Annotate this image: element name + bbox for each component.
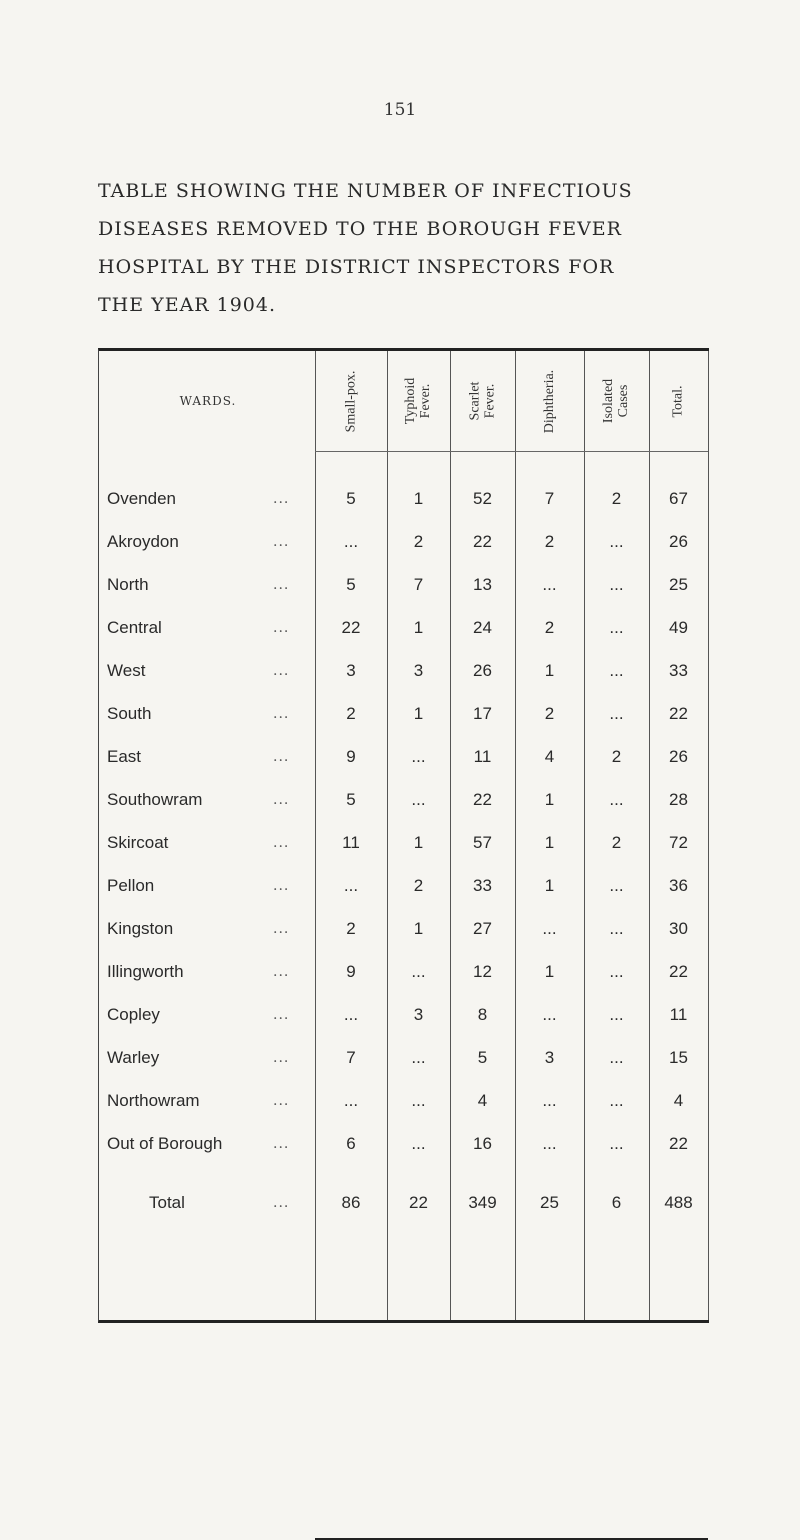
leader-dots: ... <box>273 1093 290 1109</box>
table-cell: 11 <box>342 833 360 852</box>
table-cell: 26 <box>669 747 688 766</box>
table-cell: 11 <box>473 747 492 766</box>
total-row <box>99 1188 710 1218</box>
leader-dots: ... <box>273 534 290 550</box>
table-cell: 1 <box>413 618 424 637</box>
table-cell: 11 <box>669 1005 688 1024</box>
table-cell: 22 <box>341 618 361 637</box>
table-cell: 25 <box>669 575 688 594</box>
ward-name: North <box>107 575 149 594</box>
table-cell: 9 <box>346 962 356 981</box>
leader-dots: ... <box>273 1195 290 1211</box>
leader-dots: ... <box>273 620 290 636</box>
table-cell: ... <box>411 790 426 809</box>
table-cell: 12 <box>473 962 492 981</box>
table-cell: 8 <box>477 1005 488 1024</box>
table-cell: ... <box>411 1048 426 1067</box>
table-cell: 28 <box>669 790 688 809</box>
table-cell: 16 <box>473 1134 492 1153</box>
table-cell: 26 <box>473 661 492 680</box>
table-cell: ... <box>411 747 426 766</box>
title-line: THE YEAR 1904. <box>98 294 277 316</box>
table-cell: 7 <box>544 489 555 508</box>
table-cell: ... <box>411 1091 426 1110</box>
ward-name: Ovenden <box>107 489 176 508</box>
leader-dots: ... <box>273 1050 290 1066</box>
table-cell: 30 <box>669 919 688 938</box>
table-cell: 5 <box>346 489 356 508</box>
table-row <box>99 1000 710 1030</box>
table-cell: 33 <box>669 661 688 680</box>
table-cell: 36 <box>669 876 688 895</box>
table-cell: ... <box>343 876 359 895</box>
table-cell: 57 <box>473 833 492 852</box>
table-row <box>99 699 710 729</box>
table-cell: 3 <box>413 1005 424 1024</box>
table-row <box>99 570 710 600</box>
table-cell: ... <box>609 704 624 723</box>
table-cell: 33 <box>473 876 492 895</box>
table-cell: 86 <box>341 1193 361 1212</box>
table-cell: ... <box>609 661 624 680</box>
table-cell: ... <box>609 1091 624 1110</box>
table-cell: ... <box>542 1134 557 1153</box>
table-cell: 1 <box>413 704 424 723</box>
table-cell: 22 <box>473 532 492 551</box>
table-row <box>99 527 710 557</box>
col-header-text: Diphtheria. <box>542 369 557 433</box>
leader-dots: ... <box>273 964 290 980</box>
table-cell: 1 <box>544 876 555 895</box>
table-cell: 6 <box>611 1193 622 1212</box>
table-cell: 17 <box>473 704 492 723</box>
leader-dots: ... <box>273 491 290 507</box>
col-header-small-pox <box>315 351 387 451</box>
table-cell: 1 <box>413 833 424 852</box>
ward-name: Copley <box>107 1005 160 1024</box>
table-cell: ... <box>609 919 624 938</box>
table-cell: 22 <box>473 790 492 809</box>
ward-name: Skircoat <box>107 833 169 852</box>
table-cell: 22 <box>669 704 688 723</box>
table-cell: ... <box>542 1091 557 1110</box>
table-cell: 2 <box>346 704 356 723</box>
table-cell: 1 <box>544 790 555 809</box>
table-cell: 22 <box>669 1134 688 1153</box>
col-header-typhoid-fever <box>387 351 450 451</box>
table-cell: ... <box>542 575 557 594</box>
table-row <box>99 914 710 944</box>
table-cell: 4 <box>544 747 555 766</box>
disease-table <box>98 348 709 1323</box>
table-cell: 2 <box>544 618 555 637</box>
table-cell: 7 <box>346 1048 356 1067</box>
table-cell: 3 <box>346 661 356 680</box>
leader-dots: ... <box>273 1136 290 1152</box>
table-cell: ... <box>609 1048 624 1067</box>
table-cell: 24 <box>473 618 492 637</box>
table-cell: 9 <box>346 747 356 766</box>
table-cell: 2 <box>611 833 622 852</box>
wards-header: WARDS. <box>179 394 237 408</box>
page-title <box>98 172 738 324</box>
table-cell: 2 <box>346 919 356 938</box>
col-header-diphtheria <box>515 351 584 451</box>
ward-name: Total <box>149 1193 185 1212</box>
ward-name: Out of Borough <box>107 1134 223 1153</box>
col-header-text: Scarlet <box>467 381 483 421</box>
table-cell: 22 <box>669 962 688 981</box>
leader-dots: ... <box>273 1007 290 1023</box>
table-cell: 4 <box>477 1091 488 1110</box>
table-cell: 2 <box>611 747 622 766</box>
table-cell: 72 <box>669 833 688 852</box>
table-cell: 5 <box>346 790 356 809</box>
leader-dots: ... <box>273 921 290 937</box>
table-cell: ... <box>609 575 624 594</box>
table-cell: ... <box>609 1005 624 1024</box>
ward-name: Central <box>107 618 162 637</box>
table-row <box>99 742 710 772</box>
title-line: TABLE SHOWING THE NUMBER OF INFECTIOUS <box>98 180 633 202</box>
table-row <box>99 828 710 858</box>
table-row <box>99 1086 710 1116</box>
col-header-scarlet-fever <box>450 351 515 451</box>
table-cell: 2 <box>413 876 424 895</box>
title-line: DISEASES REMOVED TO THE BOROUGH FEVER <box>98 218 622 240</box>
table-cell: 22 <box>409 1193 428 1212</box>
table-cell: ... <box>542 919 557 938</box>
ward-name: Kingston <box>107 919 174 938</box>
table-cell: 67 <box>669 489 688 508</box>
table-cell: 1 <box>544 661 555 680</box>
table-cell: ... <box>343 532 359 551</box>
table-cell: ... <box>343 1091 359 1110</box>
leader-dots: ... <box>273 749 290 765</box>
table-cell: 5 <box>477 1048 488 1067</box>
table-cell: 1 <box>413 489 424 508</box>
table-cell: 2 <box>611 489 622 508</box>
table-row <box>99 957 710 987</box>
col-header-text: Isolated <box>601 378 617 424</box>
leader-dots: ... <box>273 577 290 593</box>
col-header-text: Small-pox. <box>343 370 359 432</box>
table-cell: ... <box>609 1134 624 1153</box>
header-rule <box>315 451 708 452</box>
col-header-text: Fever. <box>418 383 434 419</box>
table-cell: 3 <box>544 1048 555 1067</box>
table-row <box>99 613 710 643</box>
col-header-text: Cases <box>616 384 632 418</box>
title-line: HOSPITAL BY THE DISTRICT INSPECTORS FOR <box>98 256 615 278</box>
table-cell: ... <box>609 790 624 809</box>
table-cell: ... <box>343 1005 359 1024</box>
table-cell: 2 <box>544 704 555 723</box>
table-cell: 5 <box>346 575 356 594</box>
table-cell: 6 <box>346 1134 356 1153</box>
table-row <box>99 484 710 514</box>
col-header-text: Fever. <box>482 383 498 419</box>
leader-dots: ... <box>273 663 290 679</box>
table-cell: 27 <box>473 919 492 938</box>
col-header-total <box>649 351 708 451</box>
table-cell: 52 <box>473 489 492 508</box>
table-cell: ... <box>542 1005 557 1024</box>
leader-dots: ... <box>273 792 290 808</box>
table-cell: 349 <box>468 1193 497 1212</box>
leader-dots: ... <box>273 835 290 851</box>
table-cell: 2 <box>544 532 555 551</box>
table-cell: 15 <box>669 1048 688 1067</box>
ward-name: South <box>107 704 152 723</box>
table-cell: 13 <box>473 575 492 594</box>
table-cell: 26 <box>669 532 688 551</box>
table-cell: 49 <box>669 618 688 637</box>
table-cell: 1 <box>413 919 424 938</box>
table-row <box>99 1129 710 1159</box>
table-cell: ... <box>411 1134 426 1153</box>
table-cell: ... <box>609 618 624 637</box>
ward-name: East <box>107 747 142 766</box>
table-cell: 1 <box>544 833 555 852</box>
leader-dots: ... <box>273 878 290 894</box>
table-cell: ... <box>411 962 426 981</box>
table-cell: ... <box>609 532 624 551</box>
page-number: 151 <box>383 100 417 120</box>
table-cell: 488 <box>664 1193 693 1212</box>
ward-name: Southowram <box>107 790 203 809</box>
table-cell: 4 <box>673 1091 684 1110</box>
ward-name: Northowram <box>107 1091 200 1110</box>
table-cell: 3 <box>413 661 424 680</box>
leader-dots: ... <box>273 706 290 722</box>
table-cell: ... <box>609 962 624 981</box>
table-cell: ... <box>609 876 624 895</box>
ward-name: Illingworth <box>107 962 184 981</box>
ward-name: Pellon <box>107 876 155 895</box>
table-row <box>99 871 710 901</box>
table-cell: 25 <box>540 1193 559 1212</box>
table-cell: 2 <box>413 532 424 551</box>
table-row <box>99 785 710 815</box>
table-cell: 7 <box>413 575 424 594</box>
col-header-isolated-cases <box>584 351 649 451</box>
table-row <box>99 1043 710 1073</box>
col-header-text: Typhoid <box>403 377 419 425</box>
ward-name: Akroydon <box>107 532 179 551</box>
ward-name: Warley <box>107 1048 160 1067</box>
table-cell: 1 <box>544 962 555 981</box>
table-row <box>99 656 710 686</box>
col-header-text: Total. <box>670 384 686 418</box>
ward-name: West <box>107 661 146 680</box>
